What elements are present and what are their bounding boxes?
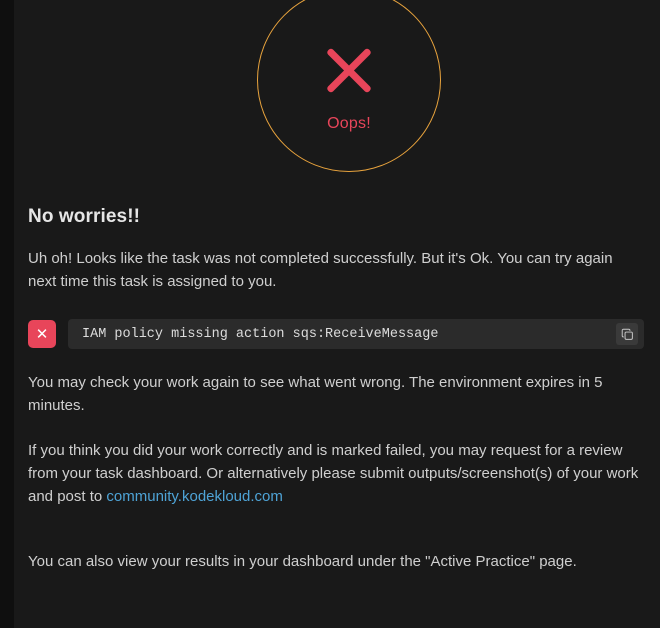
error-x-icon: ✕: [28, 320, 56, 348]
status-badge: [257, 0, 441, 172]
review-paragraph-text: If you think you did your work correctly and is marked failed, you may request for a review from your task dashboard. Or alternatively please submit outputs/screenshot(s) of your work and post to: [28, 442, 639, 505]
error-message-box: [68, 319, 644, 349]
content-area: [14, 0, 660, 628]
error-message-row: [28, 319, 644, 349]
review-paragraph: [28, 439, 644, 508]
page-title: No worries!!: [28, 206, 141, 227]
copy-icon[interactable]: [616, 323, 638, 345]
check-work-paragraph: You may check your work again to see what went wrong. The environment expires in 5 minutes.: [28, 374, 603, 414]
left-gutter: [0, 0, 14, 628]
error-message-text: IAM policy missing action sqs:ReceiveMessage: [82, 326, 439, 342]
community-link[interactable]: community.kodekloud.com: [106, 488, 283, 505]
status-badge-area: [28, 0, 644, 160]
x-mark-icon: [320, 41, 378, 99]
intro-paragraph: Uh oh! Looks like the task was not completed successfully. But it's Ok. You can try again next time this task is assigned to you.: [28, 250, 613, 290]
oops-label: Oops!: [327, 115, 371, 132]
dashboard-note-paragraph: You can also view your results in your dashboard under the "Active Practice" page.: [28, 553, 577, 570]
